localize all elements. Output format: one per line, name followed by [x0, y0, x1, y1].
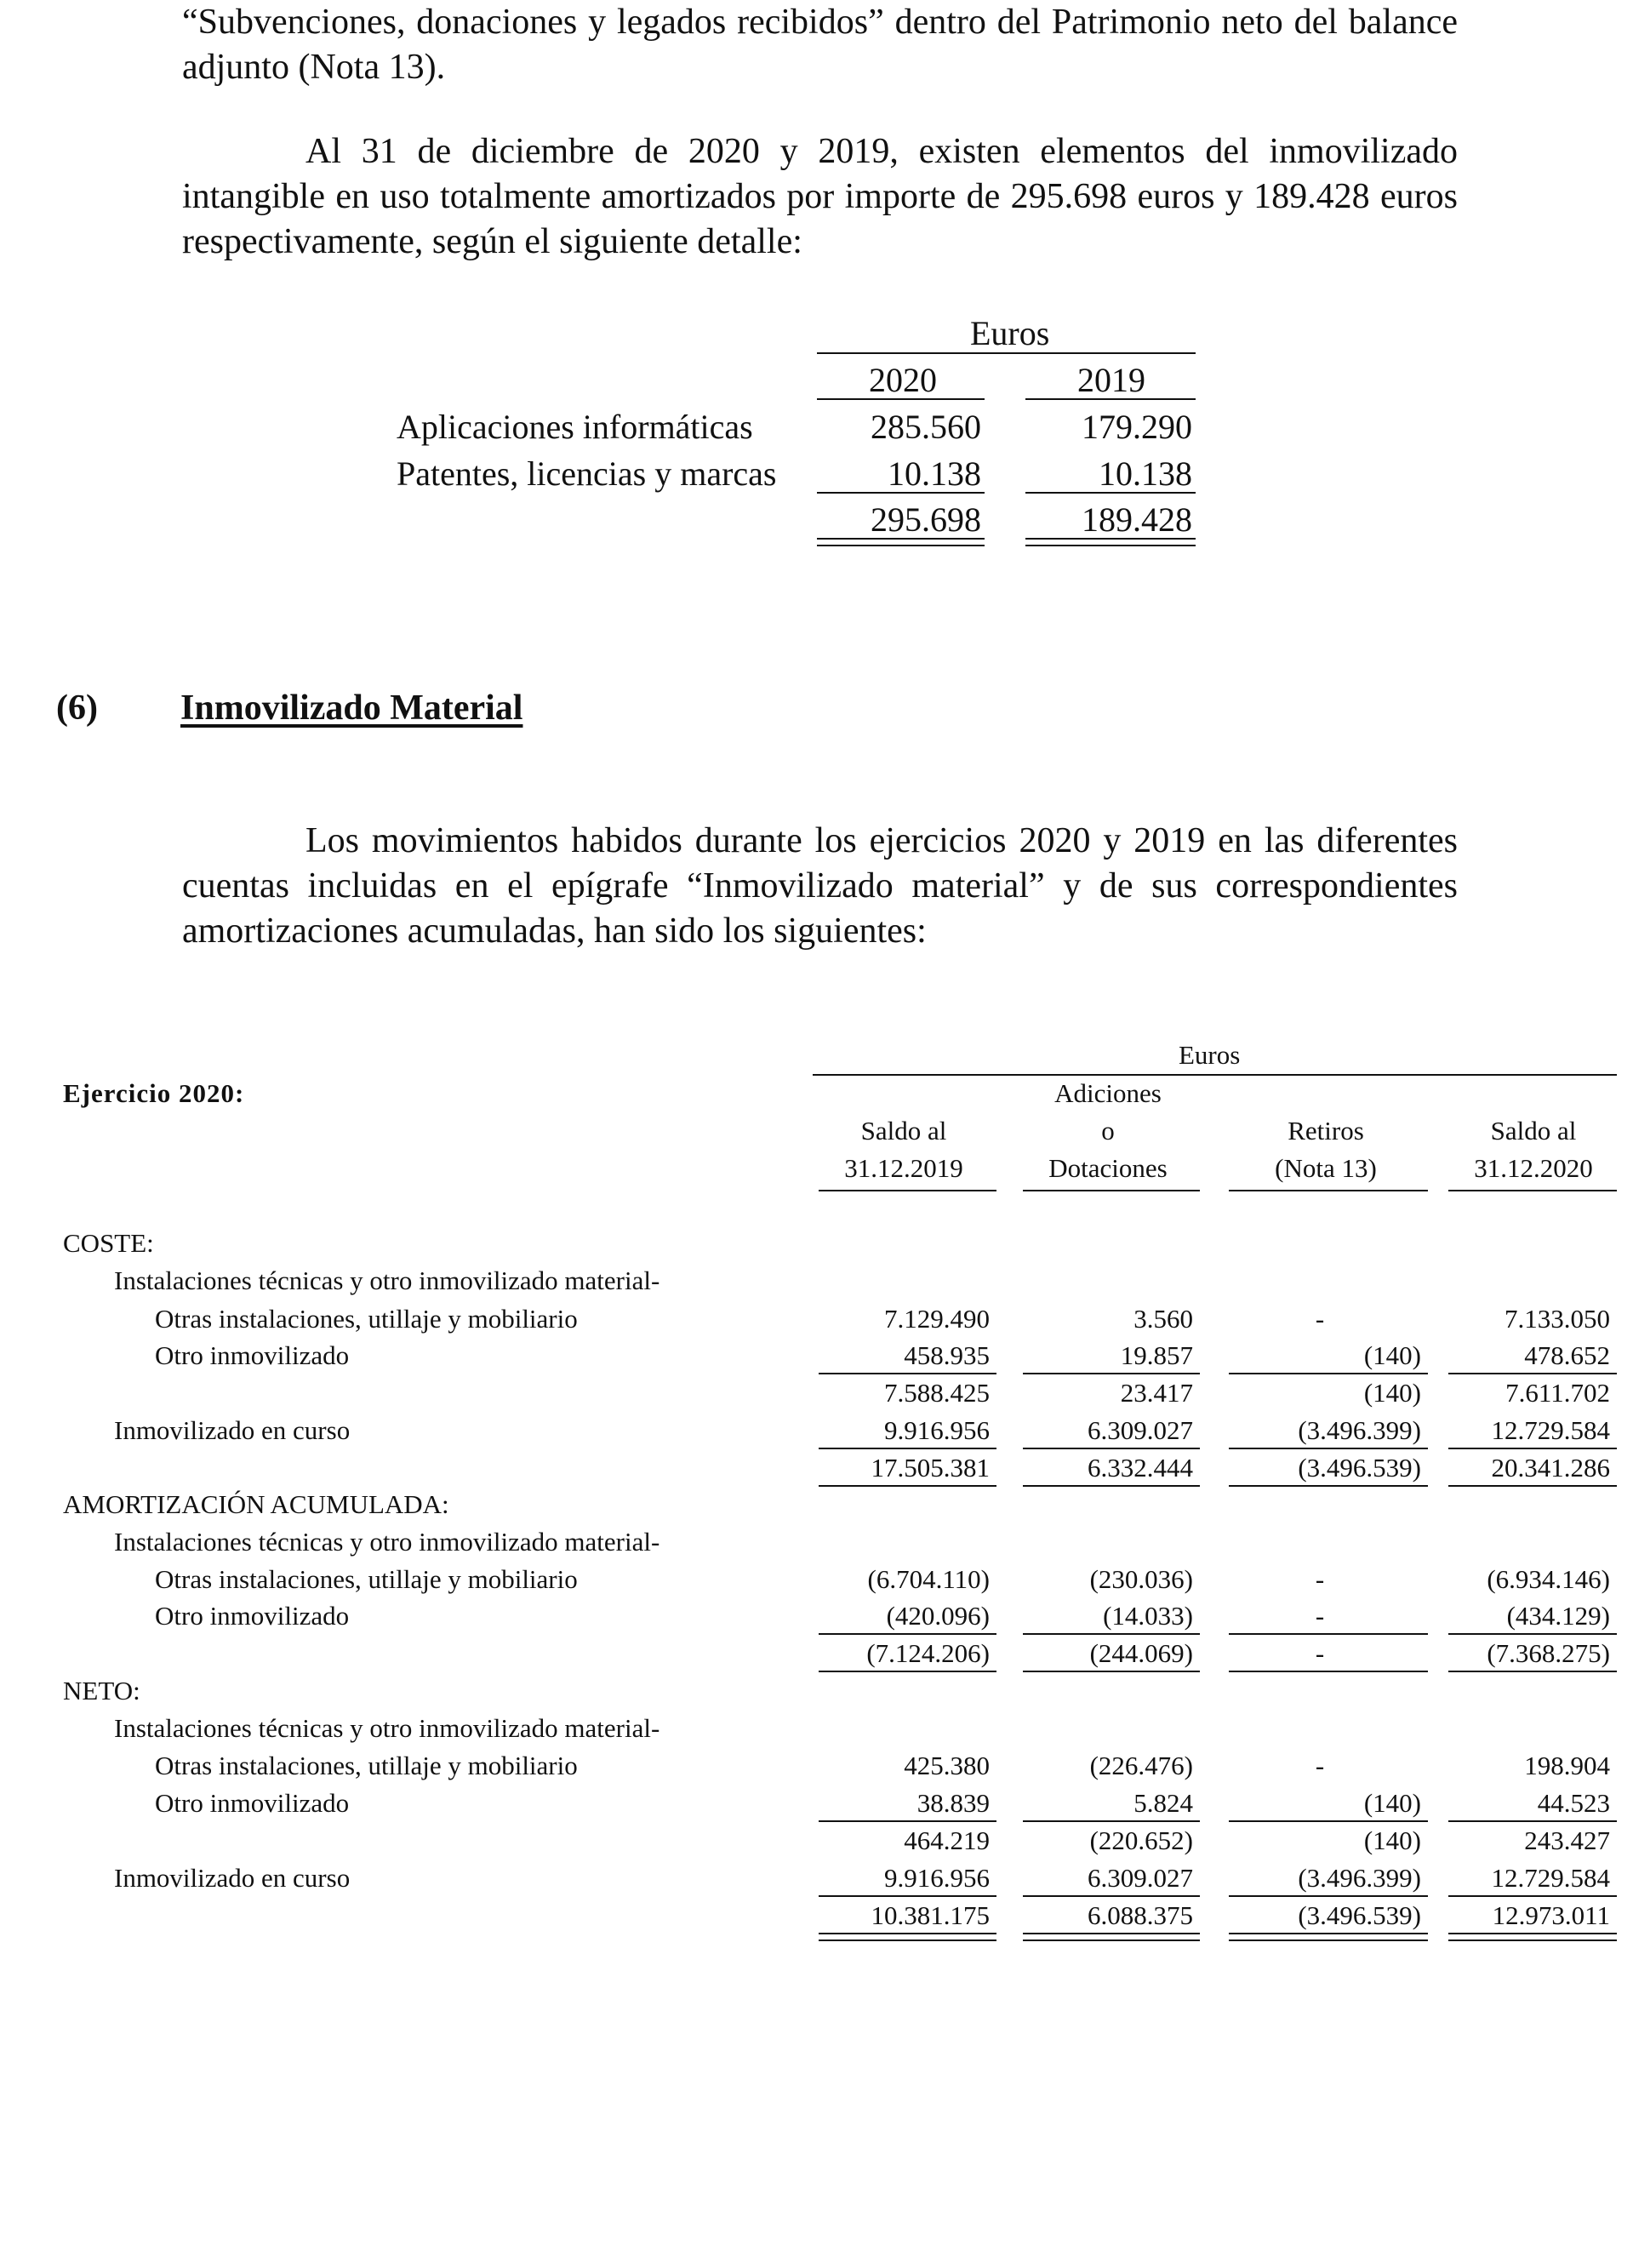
- table2-subtotal-rule: [1448, 1633, 1617, 1635]
- table2-cell: 3.560: [1133, 1304, 1193, 1334]
- table2-cell: 44.523: [1537, 1788, 1610, 1818]
- table2-cell: (420.096): [886, 1601, 990, 1631]
- column-header: Adiciones: [1054, 1078, 1162, 1108]
- table2-cell: (220.652): [1089, 1825, 1193, 1855]
- table2-subtotal-rule: [1229, 1671, 1428, 1672]
- column-header: 31.12.2019: [844, 1153, 963, 1183]
- table2-cell: 12.973.011: [1492, 1900, 1610, 1930]
- table2-cell: 38.839: [916, 1788, 990, 1818]
- table2-cell: 425.380: [904, 1751, 990, 1780]
- table2-subtotal-rule: [819, 1373, 996, 1374]
- table2-cell: 7.133.050: [1505, 1304, 1610, 1334]
- intro-block: [182, 0, 1458, 90]
- table2-row-label: Instalaciones técnicas y otro inmovilizado material-: [114, 1265, 660, 1295]
- table2-row-label: Otro inmovilizado: [155, 1340, 350, 1370]
- table2-row-label: Inmovilizado en curso: [114, 1415, 351, 1445]
- table1-subtotal-rule: [1025, 492, 1196, 494]
- table1-year-rule-2019: [1025, 398, 1196, 400]
- table2-cell: 23.417: [1120, 1378, 1193, 1408]
- column-header: 31.12.2020: [1474, 1153, 1593, 1183]
- table2-cell: 6.309.027: [1088, 1863, 1193, 1893]
- section-paragraph-block: [182, 819, 1458, 954]
- table2-cell: 464.219: [904, 1825, 990, 1855]
- table2-subtotal-rule: [1023, 1373, 1200, 1374]
- table2-cell: (226.476): [1089, 1751, 1193, 1780]
- table1-total: 295.698: [871, 500, 981, 539]
- table2-cell: 5.824: [1133, 1788, 1193, 1818]
- table2-subtotal-rule: [1023, 1820, 1200, 1822]
- table2-row-label: COSTE:: [63, 1228, 154, 1258]
- table2-cell: (6.934.146): [1487, 1564, 1610, 1594]
- table2-cell: -: [1315, 1304, 1325, 1334]
- table1-row-value: 179.290: [1082, 408, 1192, 446]
- table2-cell: 12.729.584: [1491, 1863, 1610, 1893]
- table2-subtotal-rule: [1023, 1633, 1200, 1635]
- table1-header: Euros: [970, 314, 1050, 352]
- intro-paragraph-1: “Subvenciones, donaciones y legados recibidos” dentro del Patrimonio neto del balance adjunto (Nota 13).: [182, 3, 1458, 87]
- table2-cell: (3.496.539): [1298, 1453, 1421, 1482]
- table2-cell: (140): [1363, 1378, 1421, 1408]
- table2-cell: 9.916.956: [884, 1415, 990, 1445]
- table2-subtotal-rule: [1448, 1671, 1617, 1672]
- table1-row-value: 285.560: [871, 408, 981, 446]
- table2-cell: 20.341.286: [1491, 1453, 1610, 1482]
- table2-header-rule: [813, 1074, 1617, 1076]
- table2-subtotal-rule: [1023, 1671, 1200, 1672]
- table2-row-label: Otras instalaciones, utillaje y mobiliario: [155, 1751, 578, 1780]
- table2-cell: -: [1315, 1751, 1325, 1780]
- table2-subtotal-rule: [1448, 1373, 1617, 1374]
- table2-cell: 12.729.584: [1491, 1415, 1610, 1445]
- column-header: Dotaciones: [1048, 1153, 1168, 1183]
- table2-subtotal-rule: [819, 1895, 996, 1897]
- table2-cell: 478.652: [1524, 1340, 1610, 1370]
- table2-subtotal-rule: [1229, 1895, 1428, 1897]
- table1-subtotal-rule: [817, 492, 985, 494]
- table1-year-2020: 2020: [869, 361, 937, 399]
- table1-row-value: 10.138: [1099, 454, 1192, 493]
- column-header: Saldo al: [860, 1116, 947, 1145]
- table2-row-label: Otro inmovilizado: [155, 1601, 350, 1631]
- table2-cell: (3.496.399): [1298, 1863, 1421, 1893]
- table2-cell: 198.904: [1524, 1751, 1610, 1780]
- section-paragraph: Los movimientos habidos durante los ejercicios 2020 y 2019 en las diferentes cuentas incluidas en el epígrafe “Inmovilizado material” y de sus correspondientes amortizaciones acumuladas, han sido los siguientes:: [182, 821, 1458, 951]
- table2-cell: 7.588.425: [884, 1378, 990, 1408]
- table2-cell: (3.496.399): [1298, 1415, 1421, 1445]
- table2-subtotal-rule: [819, 1671, 996, 1672]
- table1-year-rule-2020: [817, 398, 985, 400]
- table2-subtotal-rule: [819, 1820, 996, 1822]
- table2-subtotal-rule: [1448, 1485, 1617, 1487]
- table1-total: 189.428: [1082, 500, 1192, 539]
- column-header: (Nota 13): [1275, 1153, 1377, 1183]
- table2-cell: (7.124.206): [866, 1638, 990, 1668]
- table1-total-double-rule: [1025, 538, 1196, 546]
- table2-cell: -: [1315, 1601, 1325, 1631]
- table1-year-2019: 2019: [1077, 361, 1145, 399]
- section-number: (6): [56, 688, 98, 728]
- table2-cell: (14.033): [1103, 1601, 1193, 1631]
- table2-cell: 7.611.702: [1505, 1378, 1610, 1408]
- table2-subtotal-rule: [1023, 1895, 1200, 1897]
- table1-row-value: 10.138: [888, 454, 981, 493]
- column-header: o: [1101, 1116, 1115, 1145]
- table2-row-label: Instalaciones técnicas y otro inmovilizado material-: [114, 1713, 660, 1743]
- table2-cell: (3.496.539): [1298, 1900, 1421, 1930]
- table2-subtotal-rule: [1448, 1448, 1617, 1449]
- table2-row-label: AMORTIZACIÓN ACUMULADA:: [63, 1489, 449, 1519]
- table2-cell: (140): [1363, 1825, 1421, 1855]
- table2-cell: (244.069): [1089, 1638, 1193, 1668]
- table2-row-label: Inmovilizado en curso: [114, 1863, 351, 1893]
- table2-subtotal-rule: [819, 1633, 996, 1635]
- table2-row-label: Instalaciones técnicas y otro inmovilizado material-: [114, 1527, 660, 1557]
- intro-paragraph-2: Al 31 de diciembre de 2020 y 2019, existen elementos del inmovilizado intangible en uso totalmente amortizados por importe de 295.698 euros y 189.428 euros respectivamente, según el siguiente detalle:: [182, 132, 1458, 261]
- table2-row-label: NETO:: [63, 1676, 140, 1705]
- table2-subtotal-rule: [819, 1448, 996, 1449]
- column-header-rule: [1229, 1190, 1428, 1191]
- table2-total-double-rule: [1448, 1933, 1617, 1941]
- column-header-rule: [1023, 1190, 1200, 1191]
- table2-cell: 17.505.381: [871, 1453, 990, 1482]
- table2-cell: -: [1315, 1638, 1325, 1668]
- table2-row-label: Otro inmovilizado: [155, 1788, 350, 1818]
- table1-row-label: Aplicaciones informáticas: [397, 408, 753, 446]
- table2-subtotal-rule: [1229, 1448, 1428, 1449]
- table2-cell: 6.332.444: [1088, 1453, 1193, 1482]
- table2-subtotal-rule: [1448, 1820, 1617, 1822]
- exercise-label: Ejercicio 2020:: [63, 1078, 245, 1108]
- column-header-rule: [819, 1190, 996, 1191]
- table2-cell: 243.427: [1524, 1825, 1610, 1855]
- table2-subtotal-rule: [1023, 1448, 1200, 1449]
- table2-cell: (7.368.275): [1487, 1638, 1610, 1668]
- table2-row-label: Otras instalaciones, utillaje y mobiliario: [155, 1304, 578, 1334]
- table2-subtotal-rule: [819, 1485, 996, 1487]
- intro-block-2: [182, 129, 1458, 265]
- table2-cell: 19.857: [1120, 1340, 1193, 1370]
- table1-total-double-rule: [817, 538, 985, 546]
- section-title: Inmovilizado Material: [180, 688, 523, 728]
- table2-subtotal-rule: [1229, 1485, 1428, 1487]
- table2-cell: (140): [1363, 1788, 1421, 1818]
- table2-subtotal-rule: [1229, 1820, 1428, 1822]
- table2-cell: (140): [1363, 1340, 1421, 1370]
- table2-cell: 10.381.175: [871, 1900, 990, 1930]
- table2-subtotal-rule: [1448, 1895, 1617, 1897]
- table2-total-double-rule: [819, 1933, 996, 1941]
- column-header-rule: [1448, 1190, 1617, 1191]
- table2-subtotal-rule: [1023, 1485, 1200, 1487]
- column-header: Retiros: [1288, 1116, 1364, 1145]
- table2-cell: 6.088.375: [1088, 1900, 1193, 1930]
- table2-header: Euros: [1179, 1040, 1241, 1070]
- table2-cell: (6.704.110): [867, 1564, 990, 1594]
- table2-cell: (434.129): [1506, 1601, 1610, 1631]
- table2-cell: 6.309.027: [1088, 1415, 1193, 1445]
- table2-total-double-rule: [1229, 1933, 1428, 1941]
- table2-subtotal-rule: [1229, 1373, 1428, 1374]
- table2-cell: 458.935: [904, 1340, 990, 1370]
- table1-header-rule: [817, 352, 1196, 354]
- column-header: Saldo al: [1490, 1116, 1577, 1145]
- table2-row-label: Otras instalaciones, utillaje y mobiliario: [155, 1564, 578, 1594]
- table2-cell: 7.129.490: [884, 1304, 990, 1334]
- table2-cell: (230.036): [1089, 1564, 1193, 1594]
- table2-cell: 9.916.956: [884, 1863, 990, 1893]
- table1-row-label: Patentes, licencias y marcas: [397, 454, 777, 493]
- table2-total-double-rule: [1023, 1933, 1200, 1941]
- table2-cell: -: [1315, 1564, 1325, 1594]
- table2-subtotal-rule: [1229, 1633, 1428, 1635]
